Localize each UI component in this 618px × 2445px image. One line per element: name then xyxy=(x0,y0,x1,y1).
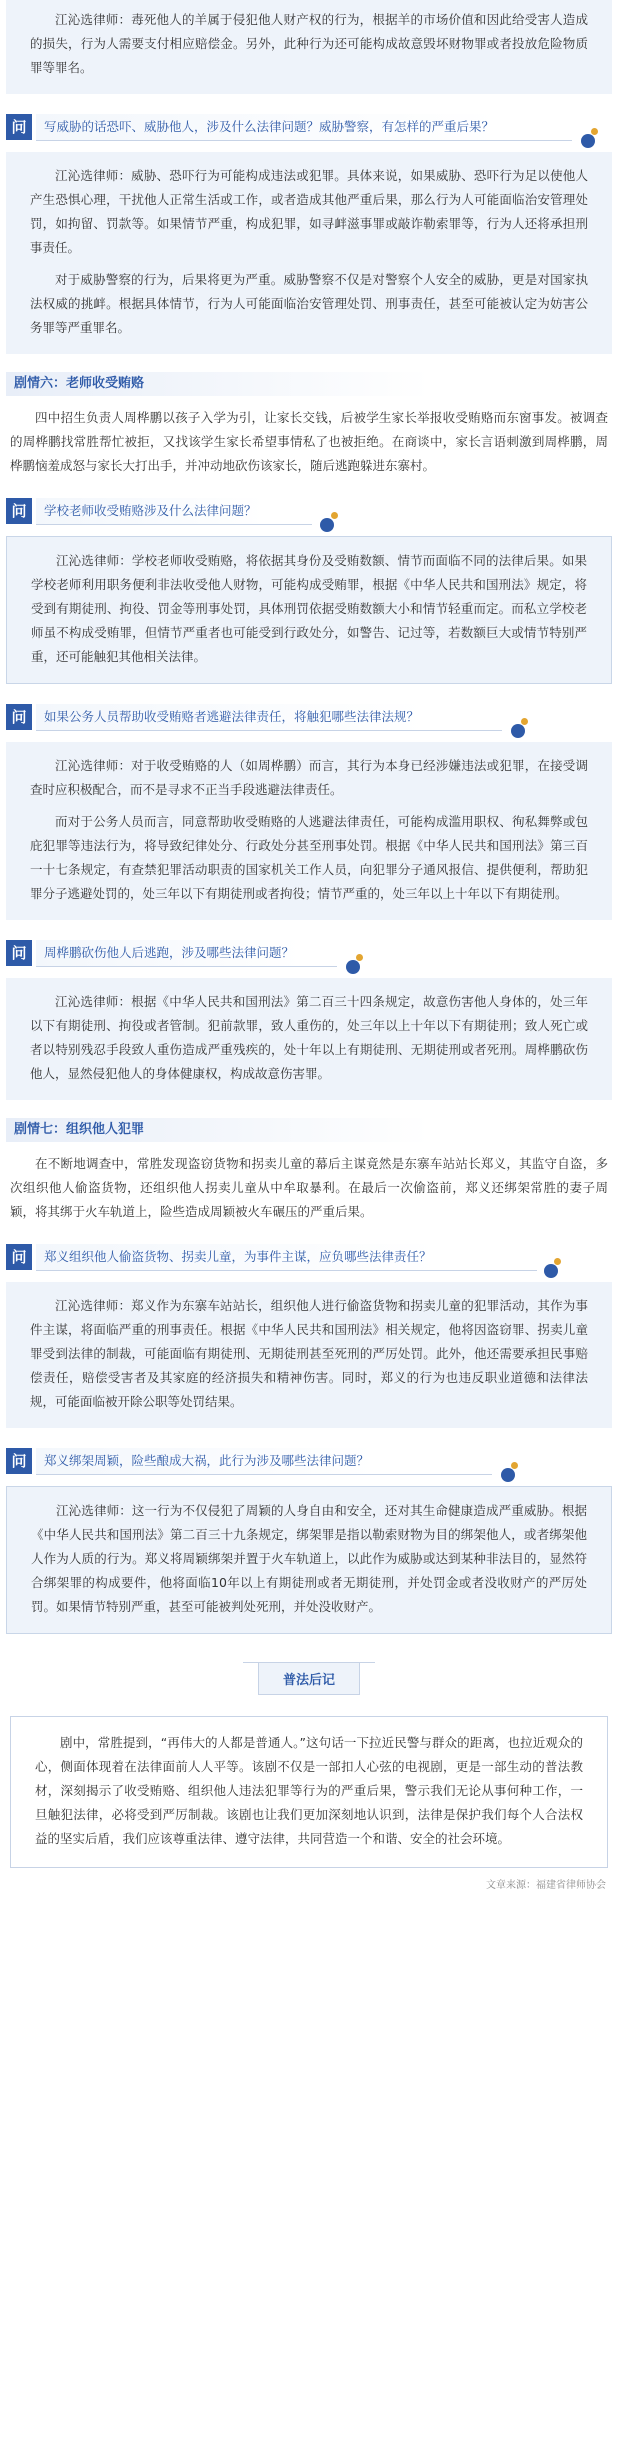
question-badge: 问 xyxy=(6,1244,32,1270)
intro-answer-text: 江沁选律师：毒死他人的羊属于侵犯他人财产权的行为，根据羊的市场价值和因此给受害人造成的损失，行为人需要支付相应赔偿金。另外，此种行为还可能构成故意毁坏财物罪或者投放危险物质罪等罪名。 xyxy=(30,12,588,75)
question-6-text: 郑义绑架周颖，险些酿成大祸，此行为涉及哪些法律问题？ xyxy=(36,1448,377,1474)
question-2-header xyxy=(6,492,612,530)
question-6-header xyxy=(6,1442,612,1480)
answer-paragraph: 而对于公务人员而言，同意帮助收受贿赂的人逃避法律责任，可能构成滥用职权、徇私舞弊或包庇犯罪等违法行为，将导致纪律处分、行政处分甚至刑事处罚。根据《中华人民共和国刑法》第三百一十七条规定，有查禁犯罪活动职责的国家机关工作人员，向犯罪分子通风报信、提供便利，帮助犯罪分子逃避处罚的，处三年以下有期徒刑或者拘役；情节严重的，处三年以上十年以下有期徒刑。 xyxy=(30,814,588,901)
case-6-title: 剧情六：老师收受贿赂 xyxy=(6,372,612,396)
question-badge: 问 xyxy=(6,704,32,730)
afterword-header xyxy=(0,1662,618,1702)
question-badge: 问 xyxy=(6,1448,32,1474)
decor-dot-orange-icon xyxy=(511,1462,518,1469)
question-badge: 问 xyxy=(6,940,32,966)
question-2-text: 学校老师收受贿赂涉及什么法律问题？ xyxy=(36,498,265,524)
question-5-header xyxy=(6,1238,612,1276)
case-6-text: 四中招生负责人周桦鹏以孩子入学为引，让家长交钱，后被学生家长举报收受贿赂而东窗事发。被调查的周桦鹏找常胜帮忙被拒，又找该学生家长希望事情私了也被拒绝。在商谈中，家长言语刺激到周桦鹏，周桦鹏恼羞成怒与家长大打出手，并冲动地砍伤该家长，随后逃跑躲进东寨村。 xyxy=(10,410,608,473)
case-7-text-block xyxy=(6,1148,612,1224)
answer-paragraph: 江沁选律师：郑义作为东寨车站站长，组织他人进行偷盗货物和拐卖儿童的犯罪活动，其作为事件主谋，将面临严重的刑事责任。根据《中华人民共和国刑法》相关规定，他将因盗窃罪、拐卖儿童罪受到法律的制裁，可能面临有期徒刑、无期徒刑甚至死刑的严厉处罚。此外，他还需要承担民事赔偿责任，赔偿受害者及其家庭的经济损失和精神伤害。同时，郑义的行为也违反职业道德和法律法规，可能面临被开除公职等处罚结果。 xyxy=(30,1298,588,1409)
question-underline xyxy=(36,1474,492,1475)
question-underline xyxy=(36,966,337,967)
question-badge: 问 xyxy=(6,114,32,140)
decor-dot-blue-icon xyxy=(544,1264,558,1278)
decor-dot-orange-icon xyxy=(331,512,338,519)
intro-answer-box xyxy=(6,0,612,94)
question-1-answer-box xyxy=(6,152,612,354)
answer-paragraph: 江沁选律师：这一行为不仅侵犯了周颖的人身自由和安全，还对其生命健康造成严重威胁。根据《中华人民共和国刑法》第二百三十九条规定，绑架罪是指以勒索财物为目的绑架他人，或者绑架他人作为人质的行为。郑义将周颖绑架并置于火车轨道上，以此作为威胁或达到某种非法目的，显然符合绑架罪的构成要件，他将面临10年以上有期徒刑或者无期徒刑，并处罚金或者没收财产的严厉处罚。如果情节特别严重，甚至可能被判处死刑，并处没收财产。 xyxy=(31,1503,587,1614)
question-1-header xyxy=(6,108,612,146)
answer-paragraph: 江沁选律师：对于收受贿赂的人（如周桦鹏）而言，其行为本身已经涉嫌违法或犯罪，在接受调查时应积极配合，而不是寻求不正当手段逃避法律责任。 xyxy=(30,758,588,797)
answer-paragraph: 江沁选律师：根据《中华人民共和国刑法》第二百三十四条规定，故意伤害他人身体的，处三年以下有期徒刑、拘役或者管制。犯前款罪，致人重伤的，处三年以上十年以下有期徒刑；致人死亡或者以特别残忍手段致人重伤造成严重残疾的，处十年以上有期徒刑、无期徒刑或者死刑。周桦鹏砍伤他人，显然侵犯他人的身体健康权，构成故意伤害罪。 xyxy=(30,994,588,1081)
decor-dot-blue-icon xyxy=(320,518,334,532)
answer-paragraph: 对于威胁警察的行为，后果将更为严重。威胁警察不仅是对警察个人安全的威胁，更是对国家执法权威的挑衅。根据具体情节，行为人可能面临治安管理处罚、刑事责任，甚至可能被认定为妨害公务罪等严重罪名。 xyxy=(30,272,588,335)
case-6-text-block xyxy=(6,402,612,478)
afterword-text: 剧中，常胜提到，“再伟大的人都是普通人。”这句话一下拉近民警与群众的距离，也拉近观众的心，侧面体现着在法律面前人人平等。该剧不仅是一部扣人心弦的电视剧，更是一部生动的普法教材，深刻揭示了收受贿赂、组织他人违法犯罪等行为的严重后果，警示我们无论从事何种工作，一旦触犯法律，必将受到严厉制裁。该剧也让我们更加深刻地认识到，法律是保护我们每个人合法权益的坚实后盾，我们应该尊重法律、遵守法律，共同营造一个和谐、安全的社会环境。 xyxy=(35,1735,583,1846)
question-5-text: 郑义组织他人偷盗货物、拐卖儿童，为事件主谋，应负哪些法律责任？ xyxy=(36,1244,440,1270)
decor-dot-blue-icon xyxy=(346,960,360,974)
answer-paragraph: 江沁选律师：威胁、恐吓行为可能构成违法或犯罪。具体来说，如果威胁、恐吓行为足以使他人产生恐惧心理，干扰他人正常生活或工作，或者造成其他严重后果，那么行为人可能面临治安管理处罚，如拘留、罚款等。如果情节严重，构成犯罪，如寻衅滋事罪或敲诈勒索罪等，行为人还将承担刑事责任。 xyxy=(30,168,588,255)
question-4-header xyxy=(6,934,612,972)
case-7-title: 剧情七：组织他人犯罪 xyxy=(6,1118,612,1142)
decor-dot-blue-icon xyxy=(511,724,525,738)
answer-paragraph: 江沁选律师：学校老师收受贿赂，将依据其身份及受贿数额、情节而面临不同的法律后果。如果学校老师利用职务便利非法收受他人财物，可能构成受贿罪，根据《中华人民共和国刑法》规定，将受到有期徒刑、拘役、罚金等刑事处罚，具体刑罚依据受贿数额大小和情节轻重而定。而私立学校老师虽不构成受贿罪，但情节严重者也可能受到行政处分，如警告、记过等，若数额巨大或情节特别严重，还可能触犯其他相关法律。 xyxy=(31,553,587,664)
question-3-header xyxy=(6,698,612,736)
question-4-answer-box xyxy=(6,978,612,1100)
decor-dot-orange-icon xyxy=(591,128,598,135)
question-2-answer-box xyxy=(6,536,612,684)
question-3-answer-box xyxy=(6,742,612,920)
question-1-text: 写威胁的话恐吓、威胁他人，涉及什么法律问题？威胁警察，有怎样的严重后果？ xyxy=(36,114,502,140)
question-underline xyxy=(36,524,312,525)
question-6-answer-box xyxy=(6,1486,612,1634)
question-badge: 问 xyxy=(6,498,32,524)
decor-dot-orange-icon xyxy=(356,954,363,961)
question-4-text: 周桦鹏砍伤他人后逃跑，涉及哪些法律问题？ xyxy=(36,940,302,966)
afterword-title: 普法后记 xyxy=(258,1662,360,1695)
question-underline xyxy=(36,730,502,731)
question-5-answer-box xyxy=(6,1282,612,1428)
decor-dot-orange-icon xyxy=(521,718,528,725)
question-underline xyxy=(36,140,572,141)
case-7-text: 在不断地调查中，常胜发现盗窃货物和拐卖儿童的幕后主谋竟然是东寨车站站长郑义，其监守自盗，多次组织他人偷盗货物，还组织他人拐卖儿童从中牟取暴利。在最后一次偷盗前，郑义还绑架常胜的妻子周颖，将其绑于火车轨道上，险些造成周颖被火车碾压的严重后果。 xyxy=(10,1156,608,1219)
question-3-text: 如果公务人员帮助收受贿赂者逃避法律责任，将触犯哪些法律法规？ xyxy=(36,704,427,730)
article-source: 文章来源：福建省律师协会 xyxy=(486,1880,606,1891)
afterword-box xyxy=(10,1716,608,1868)
decor-dot-orange-icon xyxy=(554,1258,561,1265)
decor-dot-blue-icon xyxy=(581,134,595,148)
decor-dot-blue-icon xyxy=(501,1468,515,1482)
question-underline xyxy=(36,1270,537,1271)
